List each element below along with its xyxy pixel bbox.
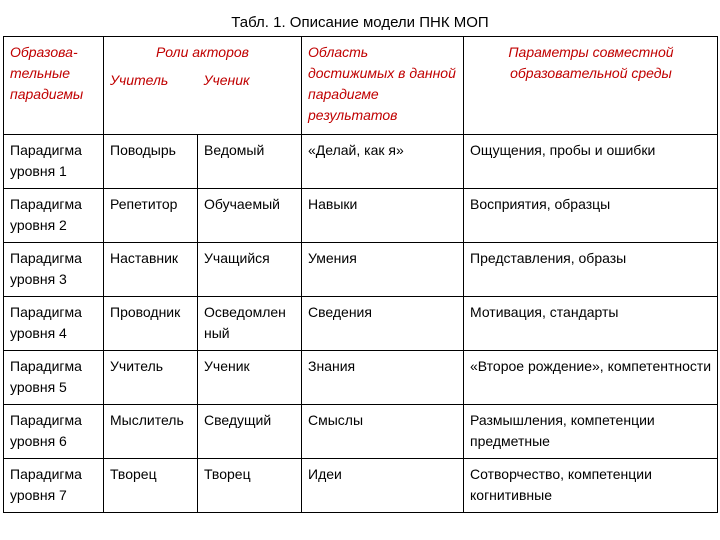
header-roles-sub bbox=[104, 64, 301, 91]
cell-teacher: Творец bbox=[104, 459, 198, 513]
cell-environment: Мотивация, стандарты bbox=[464, 297, 718, 351]
cell-results: Навыки bbox=[302, 189, 464, 243]
cell-student: Осведомлен ный bbox=[198, 297, 302, 351]
cell-student: Ведомый bbox=[198, 135, 302, 189]
cell-results: Знания bbox=[302, 351, 464, 405]
header-paradigms: Образова-тельные парадигмы bbox=[4, 37, 104, 135]
cell-environment: Восприятия, образцы bbox=[464, 189, 718, 243]
cell-paradigm: Парадигма уровня 7 bbox=[4, 459, 104, 513]
table-row bbox=[4, 243, 718, 297]
cell-teacher: Проводник bbox=[104, 297, 198, 351]
cell-paradigm: Парадигма уровня 5 bbox=[4, 351, 104, 405]
header-student: Ученик bbox=[203, 72, 250, 88]
table-row bbox=[4, 351, 718, 405]
cell-environment: Сотворчество, компетенции когнитивные bbox=[464, 459, 718, 513]
cell-environment: Представления, образы bbox=[464, 243, 718, 297]
cell-student: Учащийся bbox=[198, 243, 302, 297]
table-row bbox=[4, 405, 718, 459]
header-roles: Роли акторов bbox=[156, 44, 249, 60]
cell-student: Ученик bbox=[198, 351, 302, 405]
cell-teacher: Наставник bbox=[104, 243, 198, 297]
cell-student: Сведущий bbox=[198, 405, 302, 459]
table-row bbox=[4, 135, 718, 189]
cell-results: Сведения bbox=[302, 297, 464, 351]
cell-student: Обучаемый bbox=[198, 189, 302, 243]
cell-environment: Размышления, компетенции предметные bbox=[464, 405, 718, 459]
cell-teacher: Поводырь bbox=[104, 135, 198, 189]
cell-results: Смыслы bbox=[302, 405, 464, 459]
model-table-body bbox=[4, 37, 718, 513]
cell-paradigm: Парадигма уровня 1 bbox=[4, 135, 104, 189]
cell-paradigm: Парадигма уровня 2 bbox=[4, 189, 104, 243]
header-environment: Параметры совместной образовательной среды bbox=[464, 37, 718, 135]
table-caption: Табл. 1. Описание модели ПНК МОП bbox=[231, 14, 489, 31]
cell-paradigm: Парадигма уровня 6 bbox=[4, 405, 104, 459]
cell-paradigm: Парадигма уровня 4 bbox=[4, 297, 104, 351]
cell-environment: «Второе рождение», компетентности bbox=[464, 351, 718, 405]
cell-teacher: Репетитор bbox=[104, 189, 198, 243]
cell-results: Идеи bbox=[302, 459, 464, 513]
header-row bbox=[4, 37, 718, 135]
table-row bbox=[4, 459, 718, 513]
model-table bbox=[3, 36, 718, 513]
cell-student: Творец bbox=[198, 459, 302, 513]
cell-environment: Ощущения, пробы и ошибки bbox=[464, 135, 718, 189]
cell-results: Умения bbox=[302, 243, 464, 297]
cell-teacher: Мыслитель bbox=[104, 405, 198, 459]
table-row bbox=[4, 189, 718, 243]
cell-paradigm: Парадигма уровня 3 bbox=[4, 243, 104, 297]
table-row bbox=[4, 297, 718, 351]
header-teacher: Учитель bbox=[110, 72, 169, 88]
header-roles-group bbox=[104, 37, 302, 135]
cell-results: «Делай, как я» bbox=[302, 135, 464, 189]
cell-teacher: Учитель bbox=[104, 351, 198, 405]
header-results-area: Область достижимых в данной парадигме результатов bbox=[302, 37, 464, 135]
